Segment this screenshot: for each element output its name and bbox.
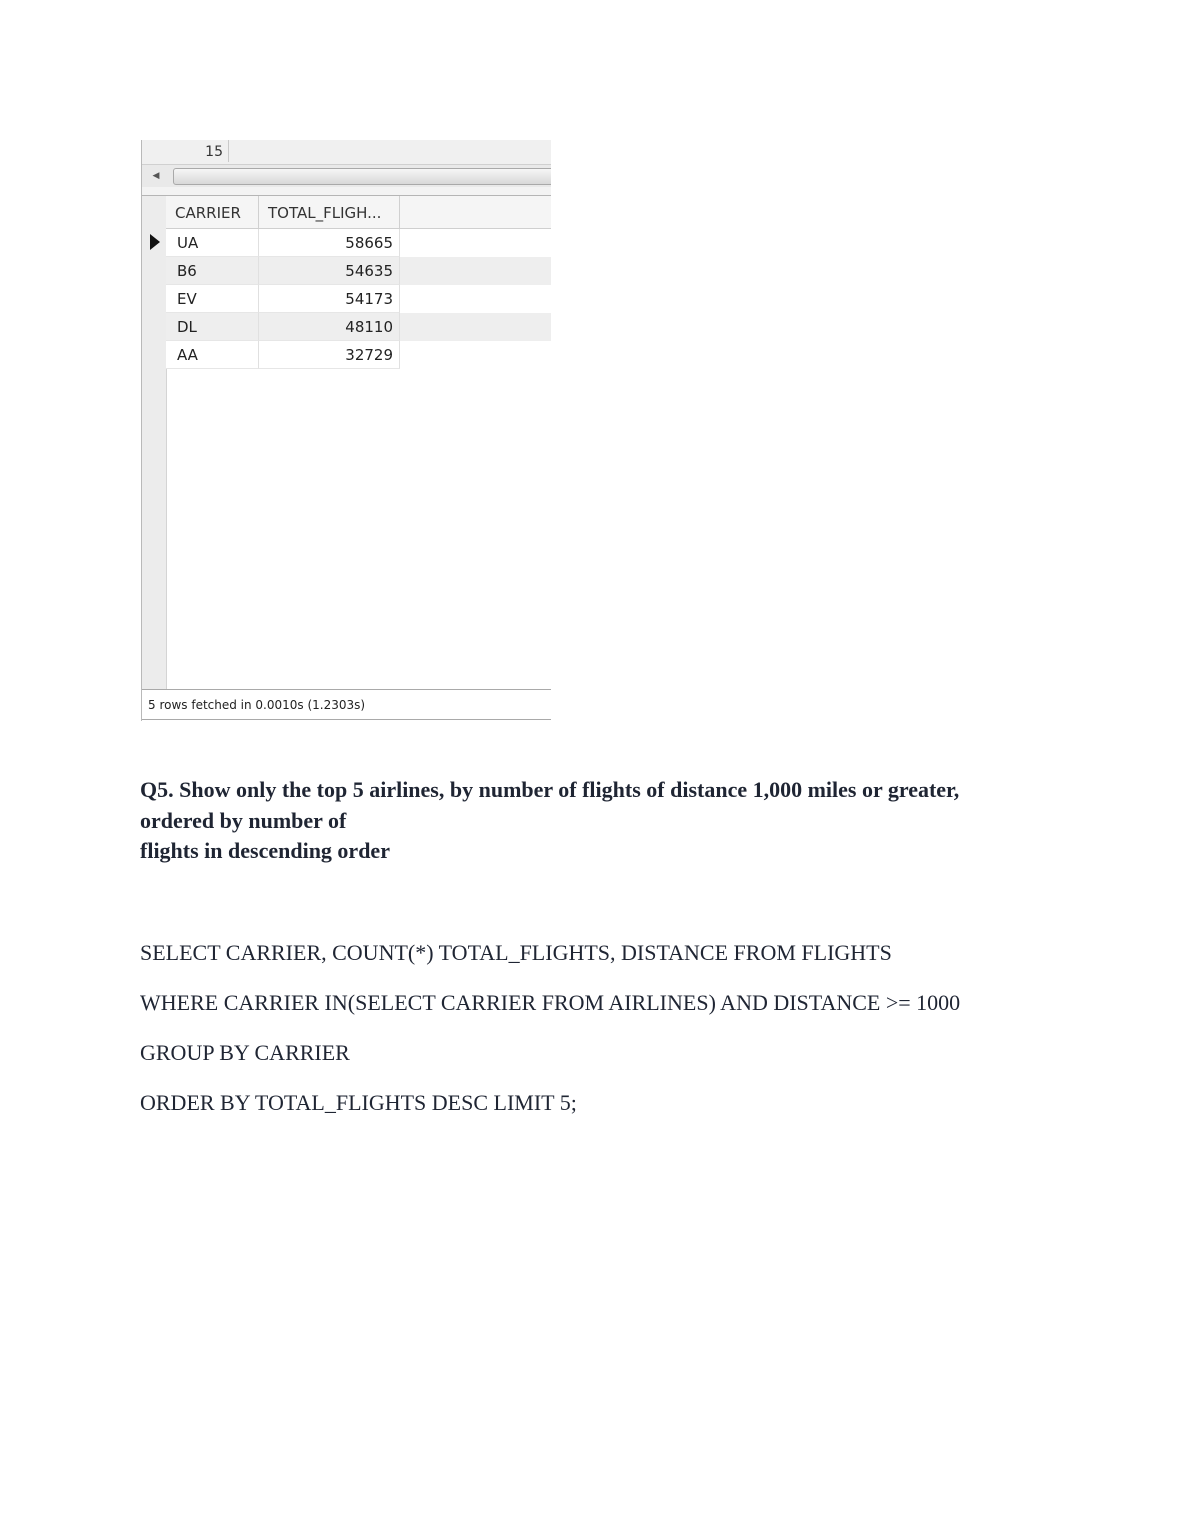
total-flights-cell[interactable]: 48110 xyxy=(259,313,400,341)
question-line: flights in descending order xyxy=(140,838,390,863)
question-line: Q5. Show only the top 5 airlines, by number of flights of distance 1,000 miles or greater, xyxy=(140,777,960,802)
column-header-carrier[interactable]: CARRIER xyxy=(166,196,259,228)
carrier-cell[interactable]: UA xyxy=(166,229,259,257)
carrier-cell[interactable]: B6 xyxy=(166,257,259,285)
total-flights-cell[interactable]: 58665 xyxy=(259,229,400,257)
triangle-left-icon[interactable]: ◀ xyxy=(152,171,160,181)
scrollbar-thumb[interactable] xyxy=(173,168,551,185)
question-line: ordered by number of xyxy=(140,807,347,833)
status-bar: 5 rows fetched in 0.0010s (1.2303s) xyxy=(142,689,551,720)
result-grid xyxy=(142,196,551,689)
grid-header-row xyxy=(166,196,551,229)
table-row[interactable] xyxy=(166,257,551,285)
sql-line: WHERE CARRIER IN(SELECT CARRIER FROM AIRLINES) AND DISTANCE >= 1000 xyxy=(140,990,961,1015)
carrier-cell[interactable]: DL xyxy=(166,313,259,341)
previous-result-grid xyxy=(142,140,551,164)
sql-line: SELECT CARRIER, COUNT(*) TOTAL_FLIGHTS, DISTANCE FROM FLIGHTS xyxy=(140,940,892,965)
total-flights-cell[interactable]: 54173 xyxy=(259,285,400,313)
carrier-cell[interactable]: AA xyxy=(166,341,259,369)
table-row[interactable] xyxy=(166,313,551,341)
horizontal-scrollbar[interactable] xyxy=(142,164,551,188)
carrier-cell[interactable]: EV xyxy=(166,285,259,313)
total-flights-cell[interactable]: 54635 xyxy=(259,257,400,285)
table-row[interactable] xyxy=(166,285,551,313)
sql-line: GROUP BY CARRIER xyxy=(140,1040,350,1065)
triangle-right-icon xyxy=(150,234,160,250)
panel-divider xyxy=(142,187,551,196)
result-grid-screenshot xyxy=(141,140,551,721)
row-header-gutter xyxy=(142,196,167,689)
column-header-total-flights[interactable]: TOTAL_FLIGH... xyxy=(259,196,400,228)
table-row[interactable] xyxy=(166,229,551,257)
question-heading xyxy=(140,775,1040,867)
sql-line: ORDER BY TOTAL_FLIGHTS DESC LIMIT 5; xyxy=(140,1090,577,1115)
total-flights-cell[interactable]: 32729 xyxy=(259,341,400,369)
previous-grid-cell: 15 xyxy=(142,140,229,162)
table-row[interactable] xyxy=(166,341,551,369)
